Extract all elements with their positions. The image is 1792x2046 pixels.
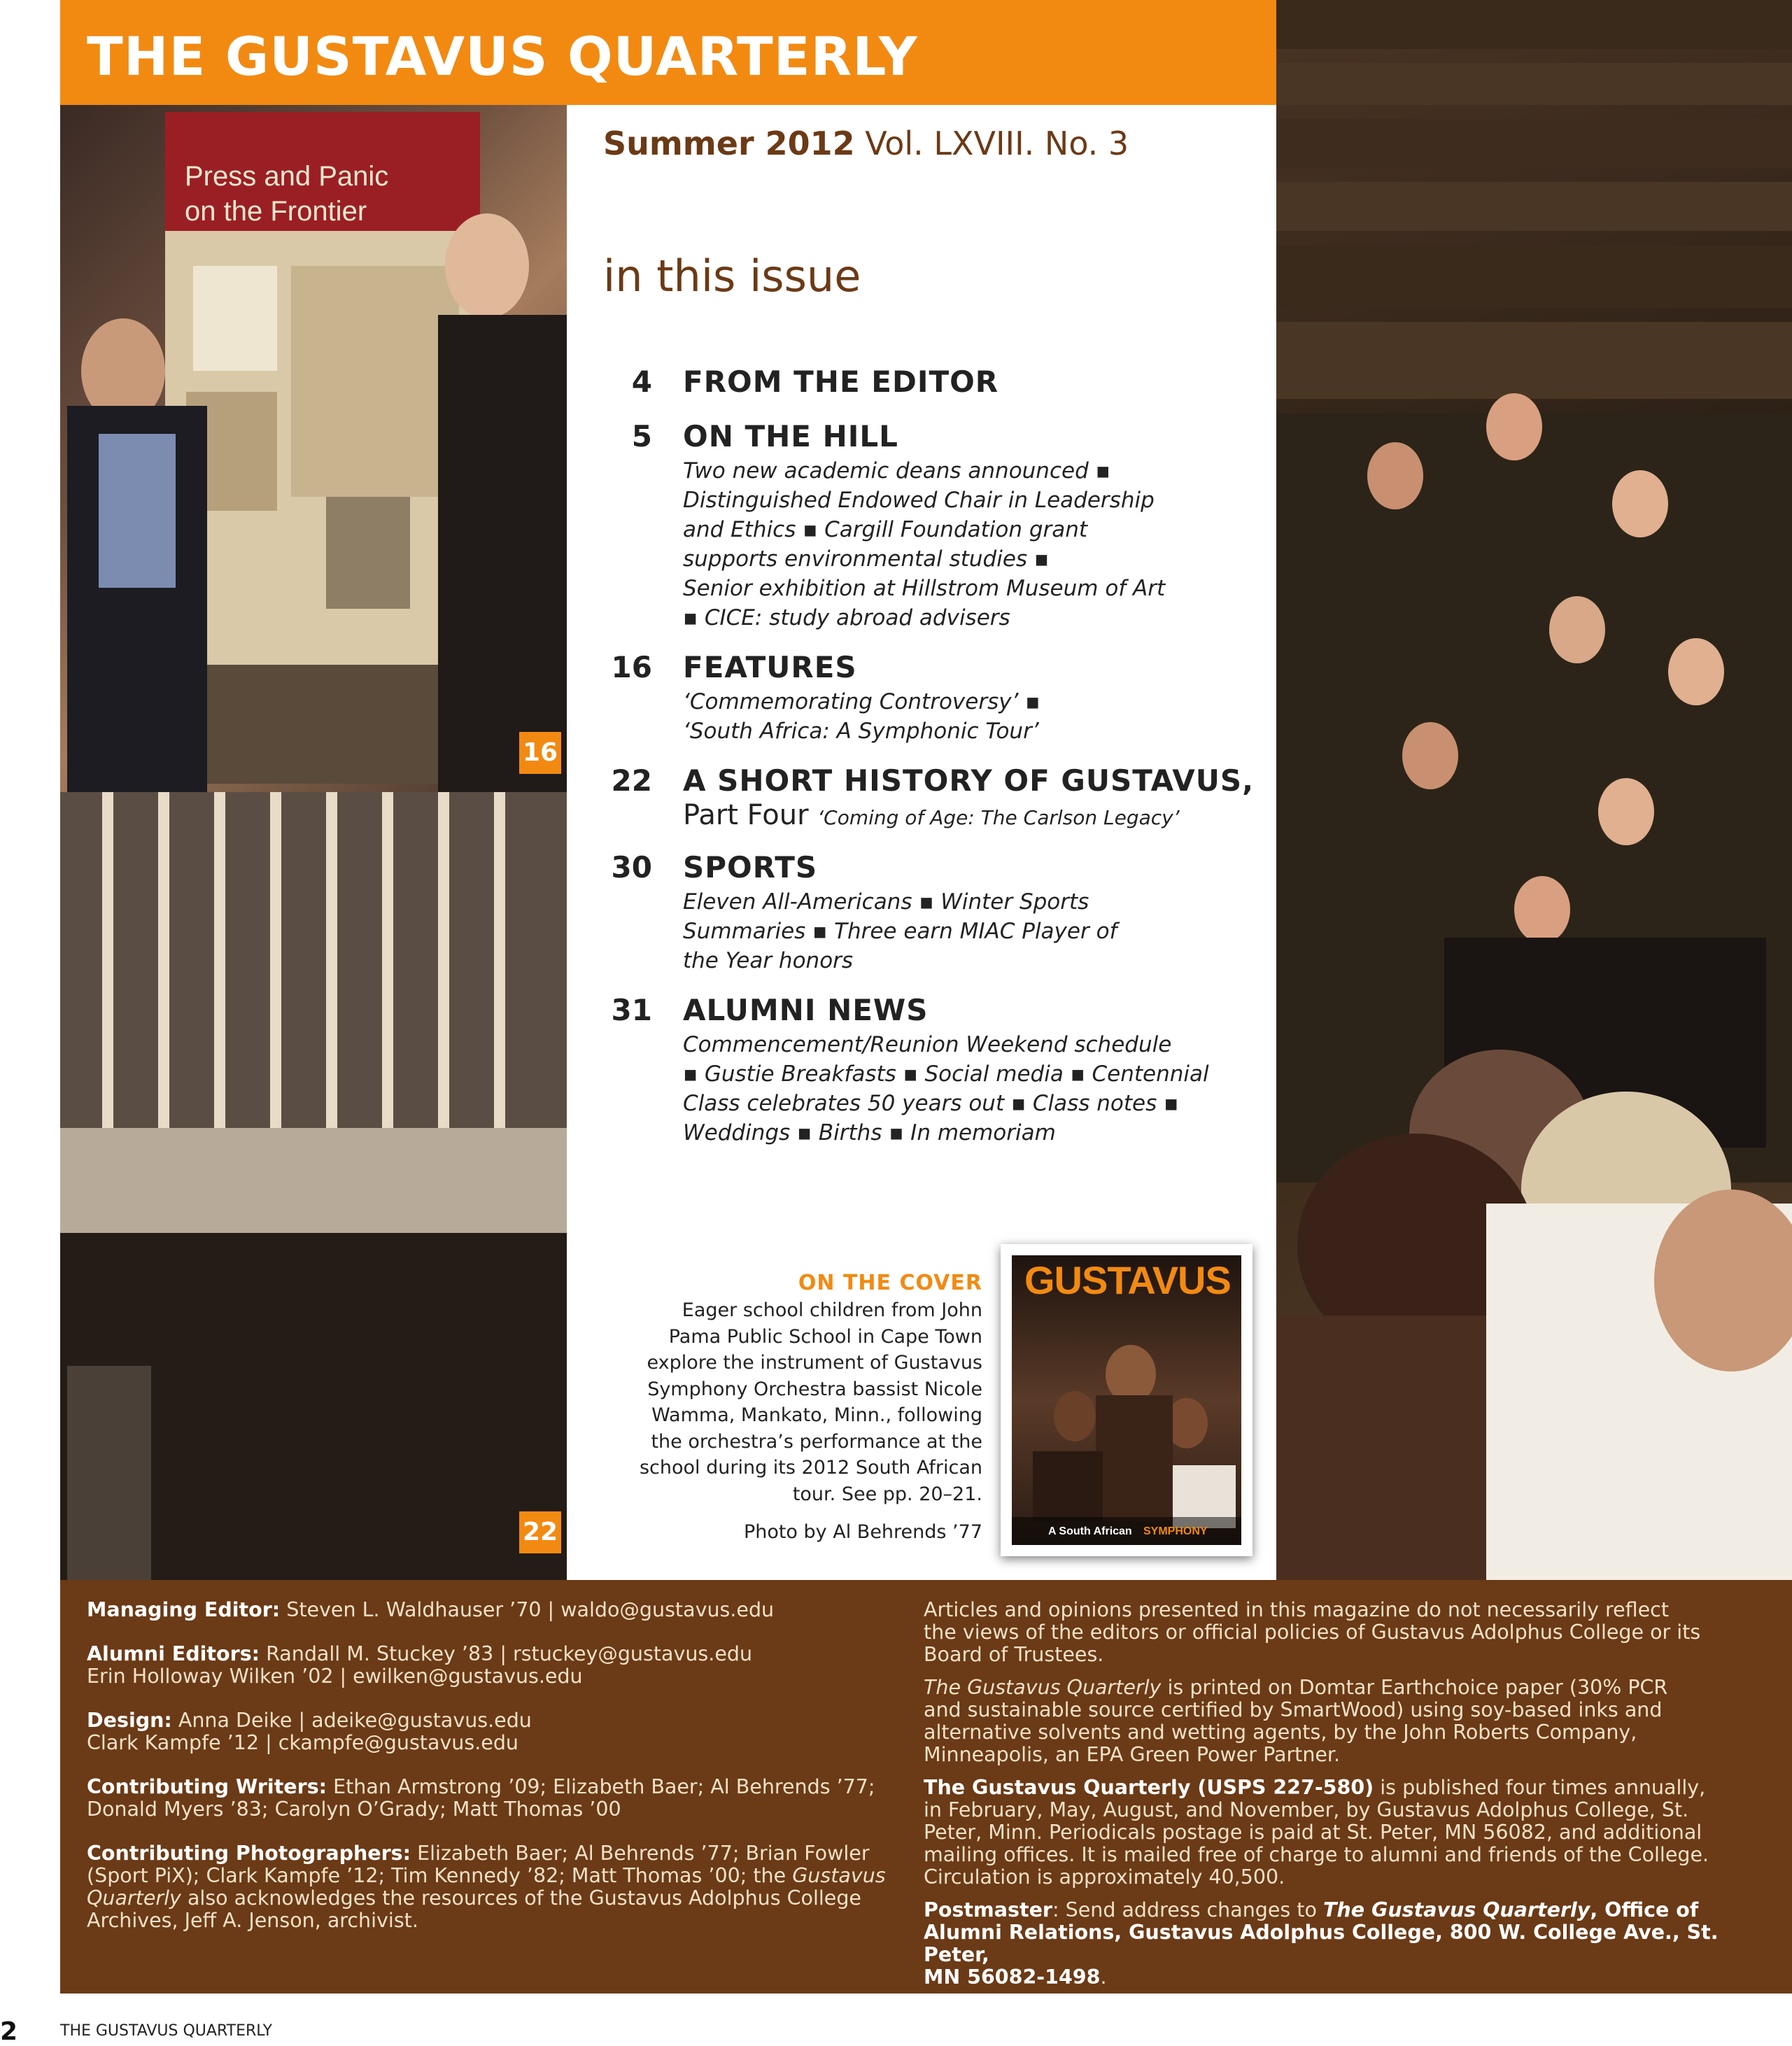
- staff-line: Anna Deike | adeike@gustavus.edu: [178, 1709, 532, 1732]
- cover-thumbnail-subtitle-a: A South African: [1048, 1525, 1132, 1537]
- postmaster-label: Postmaster: [924, 1898, 1052, 1921]
- cover-caption-line: Symphony Orchestra bassist Nicole: [647, 1378, 982, 1400]
- staff-credits: [87, 1599, 905, 1954]
- toc-part-label: Part Four: [683, 799, 809, 831]
- toc-description-line: ▪ CICE: study abroad advisers: [683, 605, 1010, 630]
- staff-contributing-writers: [87, 1776, 905, 1821]
- note-line: Peter, Minn. Periodicals postage is paid at St. Peter, MN 56082, and additional: [924, 1821, 1702, 1844]
- note-line: the views of the editors or official policies of Gustavus Adolphus College or its: [924, 1621, 1701, 1644]
- note-line: is printed on Domtar Earthchoice paper (30% PCR: [1161, 1676, 1668, 1699]
- concert-hall-photo: [60, 792, 567, 1580]
- toc-entry-alumni-news[interactable]: [603, 991, 1275, 1148]
- staff-label: Contributing Photographers:: [87, 1842, 411, 1865]
- note-line: : Send address changes to: [1052, 1898, 1323, 1921]
- page-number: 2: [0, 2017, 18, 2046]
- note-line: Minneapolis, an EPA Green Power Partner.: [924, 1743, 1341, 1766]
- issue-volume: Vol. LXVIII. No. 3: [865, 125, 1129, 162]
- cover-thumbnail-subtitle-b: SYMPHONY: [1143, 1525, 1208, 1537]
- toc-description-line: the Year honors: [683, 948, 854, 973]
- staff-line: also acknowledges the resources of the Gustavus Adolphus College: [187, 1886, 861, 1910]
- staff-line: Archives, Jeff A. Jenson, archivist.: [87, 1909, 418, 1932]
- toc-page-number: 22: [611, 763, 652, 798]
- toc-title: A SHORT HISTORY OF GUSTAVUS,: [683, 763, 1255, 798]
- cover-caption-line: Wamma, Mankato, Minn., following: [651, 1404, 982, 1426]
- staff-line: Steven L. Waldhauser ’70 | waldo@gustavus.edu: [286, 1598, 775, 1621]
- orchestra-photo-art: [1276, 0, 1792, 1580]
- toc-description-line: Senior exhibition at Hillstrom Museum of Art: [683, 576, 1166, 601]
- staff-italic-name: Quarterly: [87, 1886, 181, 1910]
- toc-page-number: 31: [611, 993, 652, 1027]
- toc-title: SPORTS: [683, 850, 818, 884]
- staff-line: Ethan Armstrong ’09; Elizabeth Baer; Al Behrends ’77;: [333, 1775, 875, 1798]
- toc-entry-features[interactable]: [603, 648, 1275, 746]
- staff-managing-editor: [87, 1599, 905, 1621]
- paper-note: [924, 1677, 1735, 1766]
- note-line: .: [1100, 1966, 1107, 1989]
- staff-line: Randall M. Stuckey ’83 | rstuckey@gustavus.edu: [266, 1642, 753, 1665]
- table-of-contents: [603, 362, 1275, 1163]
- postmaster-address-line: , Office of: [1590, 1898, 1699, 1921]
- toc-description-line: Summaries ▪ Three earn MIAC Player of: [683, 919, 1117, 944]
- cover-caption-line: school during its 2012 South African: [639, 1457, 982, 1479]
- usps-label: The Gustavus Quarterly (USPS 227-580): [924, 1776, 1374, 1799]
- toc-description-line: Eleven All-Americans ▪ Winter Sports: [683, 889, 1089, 915]
- toc-description-line: Commencement/Reunion Weekend schedule: [683, 1032, 1172, 1057]
- note-line: in February, May, August, and November, by Gustavus Adolphus College, St.: [924, 1798, 1689, 1821]
- cover-thumbnail-title: GUSTAVUS: [1024, 1258, 1231, 1302]
- issue-season: Summer 2012: [603, 125, 855, 162]
- toc-title: FROM THE EDITOR: [683, 365, 999, 399]
- note-line: is published four times annually,: [1374, 1776, 1706, 1799]
- concert-hall-art: [60, 792, 567, 1580]
- staff-line: Elizabeth Baer; Al Behrends ’77; Brian Fowler: [417, 1842, 870, 1865]
- toc-entry-from-the-editor[interactable]: [603, 362, 1275, 402]
- masthead-bar: [60, 0, 1276, 105]
- toc-part-line: [683, 800, 1275, 833]
- cover-caption-line: explore the instrument of Gustavus: [647, 1352, 982, 1374]
- disclaimer: [924, 1599, 1735, 1666]
- staff-contributing-photographers: [87, 1842, 905, 1932]
- exhibit-sign-line1: Press and Panic: [185, 161, 389, 192]
- cover-caption-line: tour. See pp. 20–21.: [792, 1483, 982, 1505]
- postmaster-note: [924, 1899, 1735, 1989]
- in-this-issue-heading: in this issue: [603, 251, 861, 302]
- staff-design: [87, 1709, 905, 1754]
- staff-line: Erin Holloway Wilken ’02 | ewilken@gustavus.edu: [87, 1665, 583, 1688]
- staff-italic-name: Gustavus: [792, 1864, 886, 1887]
- toc-title: ON THE HILL: [683, 419, 898, 453]
- cover-thumbnail[interactable]: [1001, 1244, 1253, 1556]
- note-line: Board of Trustees.: [924, 1643, 1104, 1666]
- note-line: mailing offices. It is mailed free of charge to alumni and friends of the College.: [924, 1843, 1709, 1866]
- staff-label: Alumni Editors:: [87, 1642, 260, 1665]
- cover-thumbnail-footer: [1012, 1517, 1241, 1545]
- cover-caption: [602, 1269, 982, 1543]
- toc-entry-short-history[interactable]: [603, 761, 1275, 833]
- toc-description-line: Two new academic deans announced ▪: [683, 458, 1110, 484]
- page-badge-16: 16: [519, 732, 561, 774]
- publication-name-italic: The Gustavus Quarterly: [1322, 1898, 1590, 1921]
- staff-line: Clark Kampfe ’12 | ckampfe@gustavus.edu: [87, 1731, 518, 1754]
- publication-notes: [924, 1599, 1735, 1999]
- toc-description-line: Class celebrates 50 years out ▪ Class notes ▪: [683, 1091, 1179, 1116]
- publication-name-italic: The Gustavus Quarterly: [924, 1676, 1162, 1699]
- toc-entry-sports[interactable]: [603, 848, 1275, 975]
- toc-description-line: ‘South Africa: A Symphonic Tour’: [683, 719, 1039, 744]
- exhibit-sign-line2: on the Frontier: [185, 196, 367, 227]
- toc-page-number: 4: [631, 365, 652, 399]
- usps-note: [924, 1777, 1735, 1889]
- toc-description-line: ‘Commemorating Controversy’ ▪: [683, 689, 1040, 714]
- issue-date: [603, 125, 1129, 162]
- toc-title: ALUMNI NEWS: [683, 993, 929, 1027]
- staff-line: Donald Myers ’83; Carolyn O’Grady; Matt Thomas ’00: [87, 1798, 621, 1821]
- toc-description-line: ▪ Gustie Breakfasts ▪ Social media ▪ Centennial: [683, 1061, 1209, 1087]
- toc-part-subtitle: ‘Coming of Age: The Carlson Legacy’: [817, 806, 1180, 829]
- staff-label: Contributing Writers:: [87, 1775, 327, 1798]
- staff-line: (Sport PiX); Clark Kampfe ’12; Tim Kennedy ’82; Matt Thomas ’00; the: [87, 1864, 786, 1887]
- staff-alumni-editors: [87, 1643, 905, 1688]
- note-line: and sustainable source certified by SmartWood) using soy-based inks and: [924, 1698, 1663, 1721]
- running-footer: THE GUSTAVUS QUARTERLY: [60, 2022, 273, 2040]
- cover-label: ON THE COVER: [798, 1271, 982, 1295]
- toc-description-line: supports environmental studies ▪: [683, 546, 1049, 572]
- note-line: Articles and opinions presented in this magazine do not necessarily reflect: [924, 1598, 1670, 1621]
- cover-caption-line: the orchestra’s performance at the: [651, 1430, 982, 1453]
- toc-entry-on-the-hill[interactable]: [603, 417, 1275, 633]
- cover-caption-line: Pama Public School in Cape Town: [668, 1325, 982, 1348]
- note-line: Circulation is approximately 40,500.: [924, 1865, 1285, 1889]
- cover-photo-credit: Photo by Al Behrends ’77: [743, 1521, 982, 1543]
- toc-page-number: 5: [631, 419, 652, 453]
- cover-thumbnail-art: [1012, 1255, 1241, 1545]
- cover-caption-line: Eager school children from John: [682, 1299, 982, 1321]
- staff-label: Design:: [87, 1709, 172, 1732]
- toc-title: FEATURES: [683, 650, 857, 684]
- toc-description-line: Distinguished Endowed Chair in Leadership: [683, 488, 1155, 513]
- toc-description-line: and Ethics ▪ Cargill Foundation grant: [683, 517, 1088, 542]
- staff-label: Managing Editor:: [87, 1598, 281, 1621]
- masthead-title: THE GUSTAVUS QUARTERLY: [87, 25, 918, 87]
- toc-description-line: Weddings ▪ Births ▪ In memoriam: [683, 1120, 1056, 1145]
- note-line: alternative solvents and wetting agents, by the John Roberts Company,: [924, 1721, 1637, 1744]
- page-badge-22: 22: [519, 1511, 561, 1553]
- postmaster-address-line: Alumni Relations, Gustavus Adolphus College, 800 W. College Ave., St. Peter,: [924, 1921, 1719, 1966]
- orchestra-photo: [1276, 0, 1792, 1580]
- toc-page-number: 16: [611, 650, 652, 684]
- postmaster-address-line: MN 56082-1498: [924, 1966, 1101, 1989]
- exhibit-photo-art: [60, 105, 567, 792]
- cover-thumbnail-image: [1012, 1255, 1241, 1545]
- toc-page-number: 30: [611, 850, 652, 884]
- exhibit-photo: [60, 105, 567, 792]
